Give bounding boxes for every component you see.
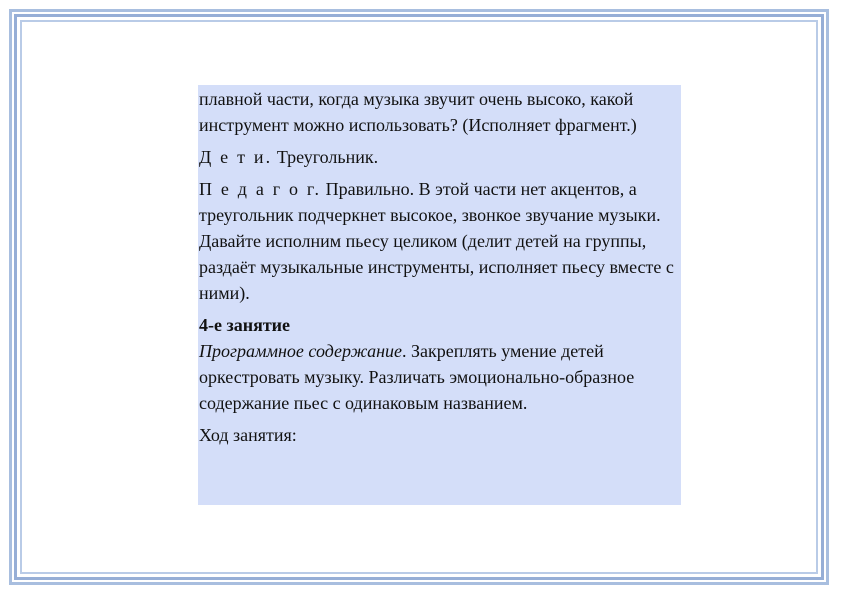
- paragraph-children-answer: [199, 144, 681, 170]
- paragraph-intro: плавной части, когда музыка звучит очень высоко, какой инструмент можно использовать? (Исполняет фрагмент.): [199, 89, 637, 135]
- speaker-children: Д е т и.: [199, 147, 273, 167]
- program-text: . Закреплять умение детей оркестровать музыку. Различать эмоционально-образное содержание пьес с одинаковым названием.: [199, 341, 635, 413]
- teacher-text: Правильно. В этой части нет акцентов, а треугольник подчеркнет высокое, звонкое звучание музыки. Давайте исполним пьесу целиком (делит детей на группы, раздаёт музыкальные инструменты, исполняет пьесу вместе с ними).: [199, 179, 674, 303]
- paragraph-teacher: [199, 176, 681, 306]
- paragraph-program: [199, 338, 681, 416]
- lesson-heading: 4-е занятие: [199, 315, 291, 335]
- speaker-teacher: П е д а г о г.: [199, 179, 322, 199]
- children-answer-text: Треугольник.: [272, 147, 379, 167]
- program-label: Программное содержание: [199, 341, 403, 361]
- text-box: [198, 85, 681, 505]
- paragraph-lesson-course: Ход занятия:: [199, 425, 297, 445]
